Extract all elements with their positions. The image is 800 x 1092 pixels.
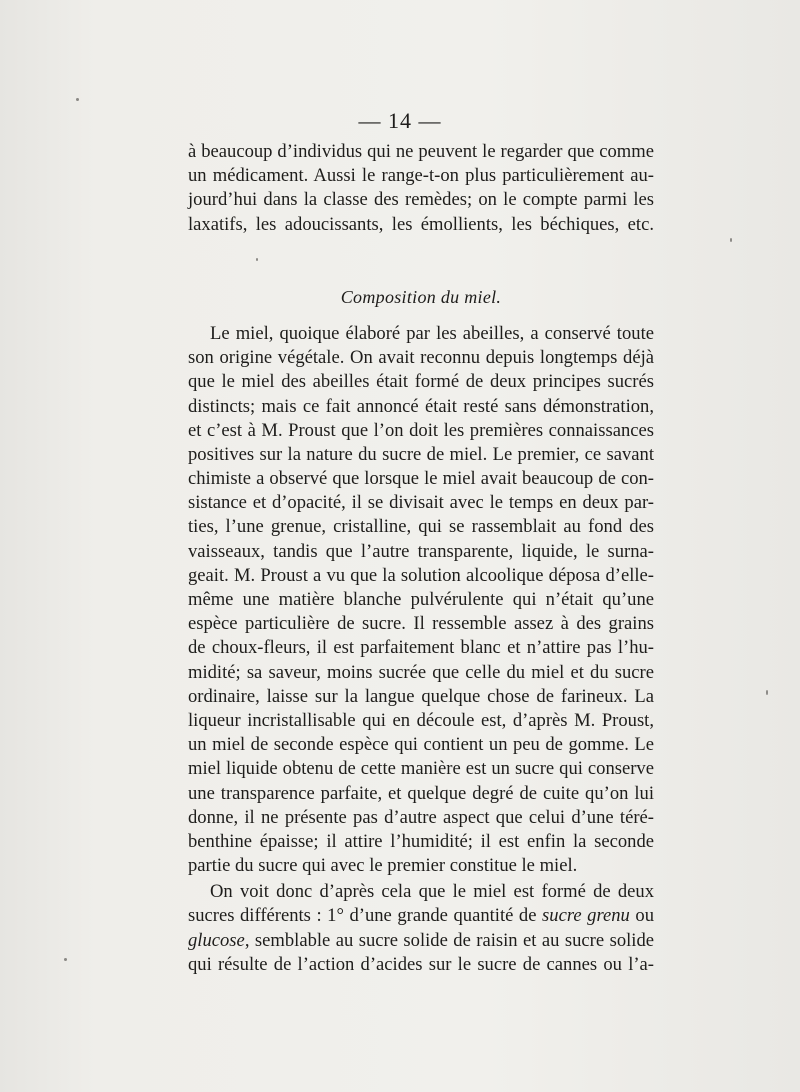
text-line: midité; sa saveur, moins sucrée que celle du miel et du sucre <box>188 661 654 683</box>
text-line: chimiste a observé que lorsque le miel avait beaucoup de con- <box>188 468 654 490</box>
section-heading: Composition du miel. <box>340 286 502 307</box>
text-line: miel liquide obtenu de cette manière est un sucre qui conserve <box>188 758 654 780</box>
text-line: laxatifs, les adoucissants, les émollients, les béchiques, etc. <box>188 213 654 235</box>
paper-speck <box>766 690 768 695</box>
text-line: ties, l’une grenue, cristalline, qui se rassemblait au fond des <box>188 516 654 538</box>
paper-speck <box>76 98 79 101</box>
page-number: — 14 — <box>358 108 442 133</box>
text-line: une transparence parfaite, et quelque degré de cuite qu’on lui <box>188 782 654 804</box>
text-line: que le miel des abeilles était formé de deux principes sucrés <box>188 371 654 393</box>
text-line: benthine épaisse; il attire l’humidité; il est enfin la seconde <box>188 830 654 852</box>
text-run: sucres différents : 1° d’une grande quantité de <box>188 905 543 927</box>
text-line: donne, il ne présente pas d’autre aspect que celui d’une téré- <box>188 806 654 828</box>
paper-speck <box>64 958 67 961</box>
text-run: ou <box>629 905 655 927</box>
text-line <box>188 929 654 953</box>
text-line: distincts; mais ce fait annoncé était resté sans démonstration, <box>188 395 654 417</box>
emphasis-sucre-grenu: sucre grenu <box>542 905 630 927</box>
emphasis-glucose: glucose <box>188 929 245 951</box>
text-line: vaisseaux, tandis que l’autre transparente, liquide, le surna- <box>188 540 654 562</box>
text-line: liqueur incristallisable qui en découle est, d’après M. Proust, <box>188 709 654 731</box>
paper-speck <box>256 258 258 261</box>
text-line <box>188 904 654 928</box>
text-line: son origine végétale. On avait reconnu depuis longtemps déjà <box>188 347 654 369</box>
body-text <box>188 140 654 977</box>
text-line: Le miel, quoique élaboré par les abeilles, a conservé toute <box>210 322 654 344</box>
paragraph-intro <box>188 140 654 237</box>
text-line: espèce particulière de sucre. Il ressemble assez à des grains <box>188 613 654 635</box>
paragraph-conclusion <box>188 880 654 977</box>
paragraph-composition <box>188 322 654 878</box>
paper-speck <box>730 238 732 242</box>
text-line: geait. M. Proust a vu que la solution alcoolique déposa d’elle- <box>188 564 654 586</box>
text-line: à beaucoup d’individus qui ne peuvent le regarder que comme <box>188 141 654 162</box>
text-line: et c’est à M. Proust que l’on doit les premières connaissances <box>188 419 654 441</box>
text-line: jourd’hui dans la classe des remèdes; on le compte parmi les <box>188 189 654 211</box>
text-run: , semblable au sucre solide de raisin et au sucre solide <box>244 929 654 951</box>
text-line: qui résulte de l’action d’acides sur le sucre de cannes ou l’a- <box>188 953 654 975</box>
text-line: même une matière blanche pulvérulente qui n’était qu’une <box>188 589 654 611</box>
text-line: partie du sucre qui avec le premier constitue le miel. <box>188 855 578 877</box>
text-line: positives sur la nature du sucre de miel. Le premier, ce savant <box>188 443 654 465</box>
text-line: de choux-fleurs, il est parfaitement blanc et n’attire pas l’hu- <box>188 637 654 659</box>
text-line: On voit donc d’après cela que le miel est formé de deux <box>210 881 654 903</box>
text-line: sistance et d’opacité, il se divisait avec le temps en deux par- <box>188 492 654 514</box>
text-line: un médicament. Aussi le range-t-on plus particulièrement au- <box>188 165 654 187</box>
text-line: ordinaire, laisse sur la langue quelque chose de farineux. La <box>188 685 654 707</box>
text-line: un miel de seconde espèce qui contient un peu de gomme. Le <box>188 734 654 756</box>
